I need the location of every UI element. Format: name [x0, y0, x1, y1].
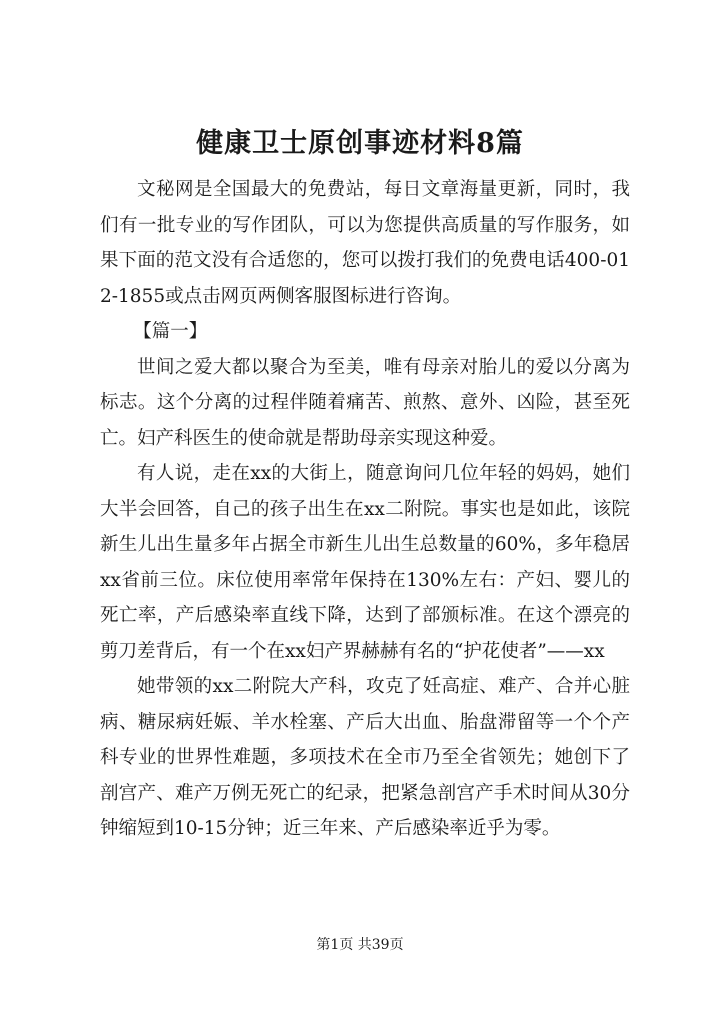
body-paragraph: 她带领的xx二附院大产科，攻克了妊高症、难产、合并心脏病、糖尿病妊娠、羊水栓塞、产后大出血、胎盘滞留等一个个产科专业的世界性难题，多项技术在全市乃至全省领先；她创下了剖宫产、难产万例无死亡的纪录，把紧急剖宫产手术时间从30分钟缩短到10-15分钟；近三年来、产后感染率近乎为零。 [100, 676, 630, 839]
body-paragraph: 有人说，走在xx的大街上，随意询问几位年轻的妈妈，她们大半会回答，自己的孩子出生在xx二附院。事实也是如此，该院新生儿出生量多年占据全市新生儿出生总数量的60%，多年稳居xx省前三位。床位使用率常年保持在130%左右：产妇、婴儿的死亡率，产后感染率直线下降，达到了部颁标准。在这个漂亮的剪刀差背后，有一个在xx妇产界赫赫有名的“护花使者”——xx [100, 463, 630, 662]
document-body [100, 172, 630, 847]
page-footer: 第1页 共39页 [316, 937, 404, 953]
intro-paragraph: 文秘网是全国最大的免费站，每日文章海量更新，同时，我们有一批专业的写作团队，可以为您提供高质量的写作服务，如果下面的范文没有合适您的，您可以拨打我们的免费电话400-012-1855或点击网页两侧客服图标进行咨询。 [100, 179, 630, 307]
body-paragraph: 世间之爱大都以聚合为至美，唯有母亲对胎儿的爱以分离为标志。这个分离的过程伴随着痛苦、煎熬、意外、凶险，甚至死亡。妇产科医生的使命就是帮助母亲实现这种爱。 [100, 356, 630, 449]
document-title: 健康卫士原创事迹材料8篇 [196, 128, 524, 159]
section-heading: 【篇一】 [133, 321, 208, 342]
